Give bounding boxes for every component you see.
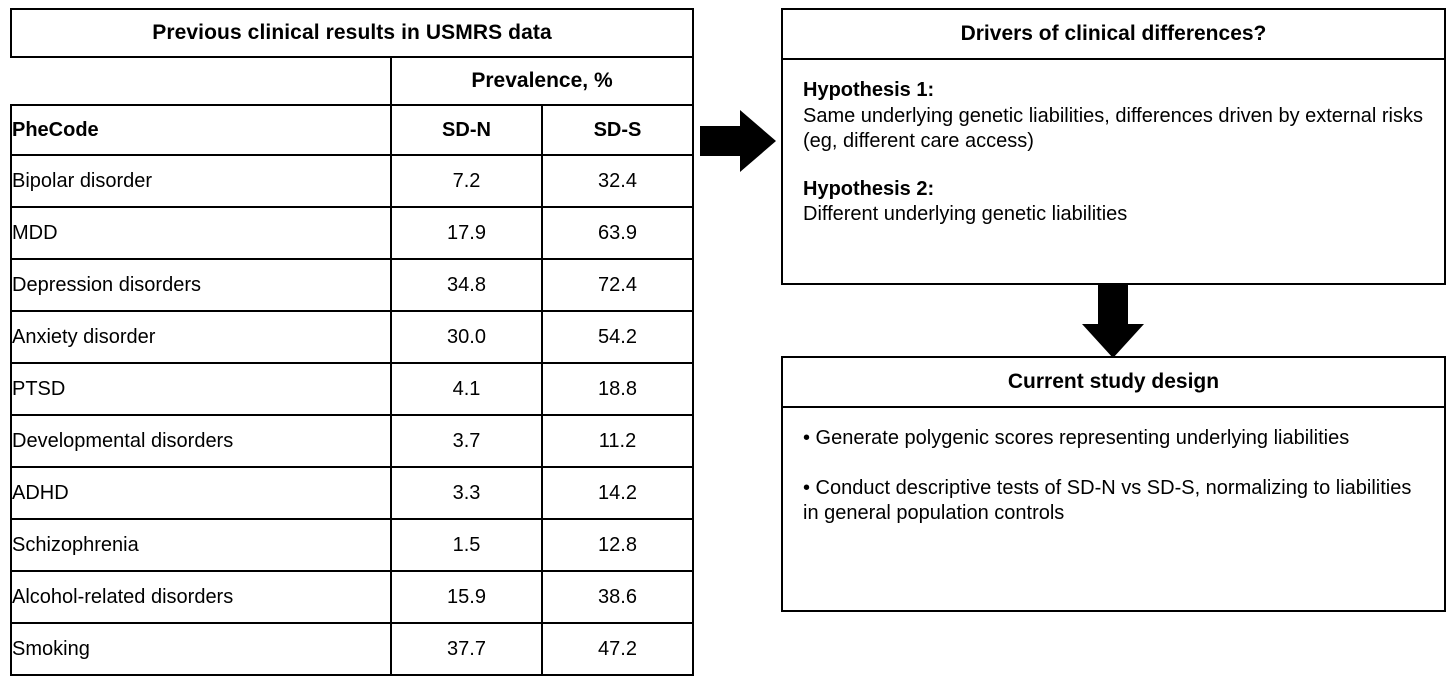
row-sdn: 15.9	[391, 571, 542, 623]
row-phecode: MDD	[11, 207, 391, 259]
row-phecode: Schizophrenia	[11, 519, 391, 571]
hypothesis-2-label: Hypothesis 2:	[803, 177, 935, 200]
table-row	[11, 415, 693, 467]
table-row	[11, 363, 693, 415]
row-sdn: 37.7	[391, 623, 542, 675]
column-header-phecode: PheCode	[11, 105, 391, 155]
row-sdn: 7.2	[391, 155, 542, 207]
row-phecode: Developmental disorders	[11, 415, 391, 467]
table-title: Previous clinical results in USMRS data	[11, 9, 693, 57]
row-sdn: 3.3	[391, 467, 542, 519]
row-phecode: Alcohol-related disorders	[11, 571, 391, 623]
table-row	[11, 623, 693, 675]
hypothesis-1-label: Hypothesis 1:	[803, 79, 935, 101]
table-row	[11, 207, 693, 259]
table-row	[11, 155, 693, 207]
table-row	[11, 467, 693, 519]
row-sdn: 3.7	[391, 415, 542, 467]
column-header-sdn: SD-N	[391, 105, 542, 155]
table-row	[11, 519, 693, 571]
row-sds: 47.2	[542, 623, 693, 675]
row-sdn: 34.8	[391, 259, 542, 311]
column-header-sds: SD-S	[542, 105, 693, 155]
drivers-body	[783, 60, 1444, 228]
row-sds: 18.8	[542, 363, 693, 415]
table-row	[11, 259, 693, 311]
list-item: • Generate polygenic scores representing underlying liabilities	[803, 427, 1350, 449]
arrow-down-icon	[1082, 284, 1144, 358]
row-sds: 63.9	[542, 207, 693, 259]
study-design-body	[783, 408, 1444, 527]
row-sdn: 30.0	[391, 311, 542, 363]
hypothesis-1-text: Same underlying genetic liabilities, differences driven by external risks (eg, different care access)	[803, 104, 1423, 153]
row-sds: 32.4	[542, 155, 693, 207]
row-sds: 72.4	[542, 259, 693, 311]
study-design-title: Current study design	[783, 358, 1444, 408]
table-group-header-row	[11, 57, 693, 105]
spacer-cell	[11, 57, 391, 105]
row-sds: 38.6	[542, 571, 693, 623]
study-design-panel	[781, 356, 1446, 612]
table-title-row	[11, 9, 693, 57]
list-item: • Conduct descriptive tests of SD-N vs SD-S, normalizing to liabilities in general population controls	[803, 476, 1412, 525]
row-sdn: 4.1	[391, 363, 542, 415]
row-sds: 54.2	[542, 311, 693, 363]
table-row	[11, 311, 693, 363]
prevalence-group-header: Prevalence, %	[391, 57, 693, 105]
row-sds: 14.2	[542, 467, 693, 519]
hypothesis-2-text: Different underlying genetic liabilities	[803, 203, 1128, 226]
row-sds: 11.2	[542, 415, 693, 467]
arrow-right-icon	[700, 110, 776, 172]
row-phecode: Bipolar disorder	[11, 155, 391, 207]
row-sdn: 1.5	[391, 519, 542, 571]
row-phecode: Anxiety disorder	[11, 311, 391, 363]
clinical-results-table	[10, 8, 694, 676]
row-phecode: ADHD	[11, 467, 391, 519]
table-row	[11, 571, 693, 623]
table-header-row	[11, 105, 693, 155]
row-sdn: 17.9	[391, 207, 542, 259]
drivers-title: Drivers of clinical differences?	[783, 10, 1444, 60]
row-phecode: Smoking	[11, 623, 391, 675]
row-phecode: PTSD	[11, 363, 391, 415]
clinical-results-panel	[10, 8, 692, 676]
row-sds: 12.8	[542, 519, 693, 571]
drivers-panel	[781, 8, 1446, 285]
row-phecode: Depression disorders	[11, 259, 391, 311]
